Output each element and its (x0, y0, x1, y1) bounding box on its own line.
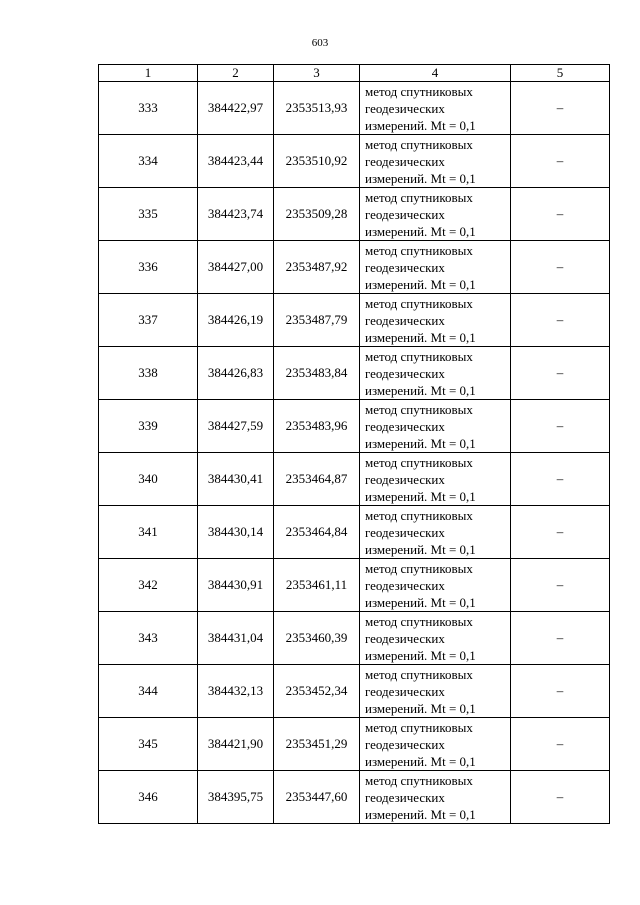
method-line: измерений. Mt = 0,1 (365, 806, 476, 822)
method-line: метод спутниковых (365, 666, 473, 682)
table-row (99, 559, 610, 612)
table-row (99, 347, 610, 400)
coordinates-table (98, 64, 610, 824)
method-line: геодезических (365, 736, 445, 752)
header-col-2: 2 (198, 65, 274, 82)
table-row (99, 665, 610, 718)
note-cell: – (511, 400, 610, 453)
method-cell (360, 241, 511, 294)
x-coordinate-cell: 384431,04 (198, 612, 274, 665)
note-cell: – (511, 771, 610, 824)
table-body (99, 82, 610, 824)
note-cell: – (511, 135, 610, 188)
point-number-cell: 345 (99, 718, 198, 771)
y-coordinate-cell: 2353464,84 (274, 506, 360, 559)
method-line: метод спутниковых (365, 242, 473, 258)
header-col-3: 3 (274, 65, 360, 82)
y-coordinate-cell: 2353464,87 (274, 453, 360, 506)
note-cell: – (511, 612, 610, 665)
method-line: геодезических (365, 100, 445, 116)
method-line: метод спутниковых (365, 613, 473, 629)
method-line: измерений. Mt = 0,1 (365, 117, 476, 133)
table-row (99, 294, 610, 347)
method-cell (360, 506, 511, 559)
method-line: измерений. Mt = 0,1 (365, 223, 476, 239)
method-line: метод спутниковых (365, 136, 473, 152)
y-coordinate-cell: 2353513,93 (274, 82, 360, 135)
x-coordinate-cell: 384395,75 (198, 771, 274, 824)
y-coordinate-cell: 2353510,92 (274, 135, 360, 188)
method-line: геодезических (365, 577, 445, 593)
method-line: измерений. Mt = 0,1 (365, 753, 476, 769)
method-line: измерений. Mt = 0,1 (365, 382, 476, 398)
method-line: измерений. Mt = 0,1 (365, 435, 476, 451)
table-row (99, 135, 610, 188)
method-cell (360, 135, 511, 188)
method-line: измерений. Mt = 0,1 (365, 488, 476, 504)
point-number-cell: 335 (99, 188, 198, 241)
point-number-cell: 346 (99, 771, 198, 824)
method-line: измерений. Mt = 0,1 (365, 700, 476, 716)
x-coordinate-cell: 384426,19 (198, 294, 274, 347)
x-coordinate-cell: 384423,74 (198, 188, 274, 241)
method-cell (360, 294, 511, 347)
x-coordinate-cell: 384430,41 (198, 453, 274, 506)
method-cell (360, 347, 511, 400)
point-number-cell: 334 (99, 135, 198, 188)
table-row (99, 506, 610, 559)
note-cell: – (511, 718, 610, 771)
x-coordinate-cell: 384423,44 (198, 135, 274, 188)
method-cell (360, 771, 511, 824)
y-coordinate-cell: 2353487,92 (274, 241, 360, 294)
point-number-cell: 339 (99, 400, 198, 453)
x-coordinate-cell: 384427,00 (198, 241, 274, 294)
method-line: метод спутниковых (365, 454, 473, 470)
method-line: геодезических (365, 259, 445, 275)
note-cell: – (511, 241, 610, 294)
table-row (99, 453, 610, 506)
note-cell: – (511, 82, 610, 135)
x-coordinate-cell: 384426,83 (198, 347, 274, 400)
method-line: метод спутниковых (365, 772, 473, 788)
method-line: измерений. Mt = 0,1 (365, 276, 476, 292)
point-number-cell: 343 (99, 612, 198, 665)
method-line: геодезических (365, 365, 445, 381)
y-coordinate-cell: 2353460,39 (274, 612, 360, 665)
header-row (99, 65, 610, 82)
y-coordinate-cell: 2353487,79 (274, 294, 360, 347)
method-line: измерений. Mt = 0,1 (365, 329, 476, 345)
method-line: метод спутниковых (365, 401, 473, 417)
method-cell (360, 188, 511, 241)
method-line: метод спутниковых (365, 348, 473, 364)
header-col-5: 5 (511, 65, 610, 82)
y-coordinate-cell: 2353509,28 (274, 188, 360, 241)
page-number: 603 (311, 37, 329, 49)
y-coordinate-cell: 2353447,60 (274, 771, 360, 824)
method-line: измерений. Mt = 0,1 (365, 594, 476, 610)
method-line: геодезических (365, 524, 445, 540)
method-line: геодезических (365, 471, 445, 487)
point-number-cell: 344 (99, 665, 198, 718)
x-coordinate-cell: 384432,13 (198, 665, 274, 718)
table-header (99, 65, 610, 82)
y-coordinate-cell: 2353451,29 (274, 718, 360, 771)
method-cell (360, 453, 511, 506)
method-cell (360, 559, 511, 612)
table-row (99, 82, 610, 135)
method-line: метод спутниковых (365, 83, 473, 99)
table-row (99, 241, 610, 294)
table-row (99, 718, 610, 771)
point-number-cell: 340 (99, 453, 198, 506)
note-cell: – (511, 506, 610, 559)
method-cell (360, 665, 511, 718)
note-cell: – (511, 453, 610, 506)
method-line: геодезических (365, 153, 445, 169)
point-number-cell: 338 (99, 347, 198, 400)
method-cell (360, 718, 511, 771)
table-row (99, 188, 610, 241)
method-line: геодезических (365, 789, 445, 805)
y-coordinate-cell: 2353461,11 (274, 559, 360, 612)
method-cell (360, 82, 511, 135)
x-coordinate-cell: 384430,14 (198, 506, 274, 559)
method-line: геодезических (365, 418, 445, 434)
note-cell: – (511, 665, 610, 718)
x-coordinate-cell: 384422,97 (198, 82, 274, 135)
point-number-cell: 336 (99, 241, 198, 294)
x-coordinate-cell: 384430,91 (198, 559, 274, 612)
x-coordinate-cell: 384421,90 (198, 718, 274, 771)
header-col-1: 1 (99, 65, 198, 82)
method-cell (360, 612, 511, 665)
note-cell: – (511, 294, 610, 347)
point-number-cell: 337 (99, 294, 198, 347)
y-coordinate-cell: 2353452,34 (274, 665, 360, 718)
y-coordinate-cell: 2353483,96 (274, 400, 360, 453)
x-coordinate-cell: 384427,59 (198, 400, 274, 453)
method-cell (360, 400, 511, 453)
method-line: геодезических (365, 206, 445, 222)
method-line: метод спутниковых (365, 560, 473, 576)
header-col-4: 4 (360, 65, 511, 82)
method-line: метод спутниковых (365, 507, 473, 523)
note-cell: – (511, 347, 610, 400)
method-line: геодезических (365, 312, 445, 328)
method-line: метод спутниковых (365, 295, 473, 311)
method-line: измерений. Mt = 0,1 (365, 647, 476, 663)
method-line: геодезических (365, 683, 445, 699)
method-line: измерений. Mt = 0,1 (365, 170, 476, 186)
table-row (99, 612, 610, 665)
point-number-cell: 341 (99, 506, 198, 559)
table-row (99, 771, 610, 824)
method-line: измерений. Mt = 0,1 (365, 541, 476, 557)
point-number-cell: 342 (99, 559, 198, 612)
y-coordinate-cell: 2353483,84 (274, 347, 360, 400)
method-line: метод спутниковых (365, 719, 473, 735)
method-line: метод спутниковых (365, 189, 473, 205)
note-cell: – (511, 559, 610, 612)
note-cell: – (511, 188, 610, 241)
method-line: геодезических (365, 630, 445, 646)
table-row (99, 400, 610, 453)
point-number-cell: 333 (99, 82, 198, 135)
